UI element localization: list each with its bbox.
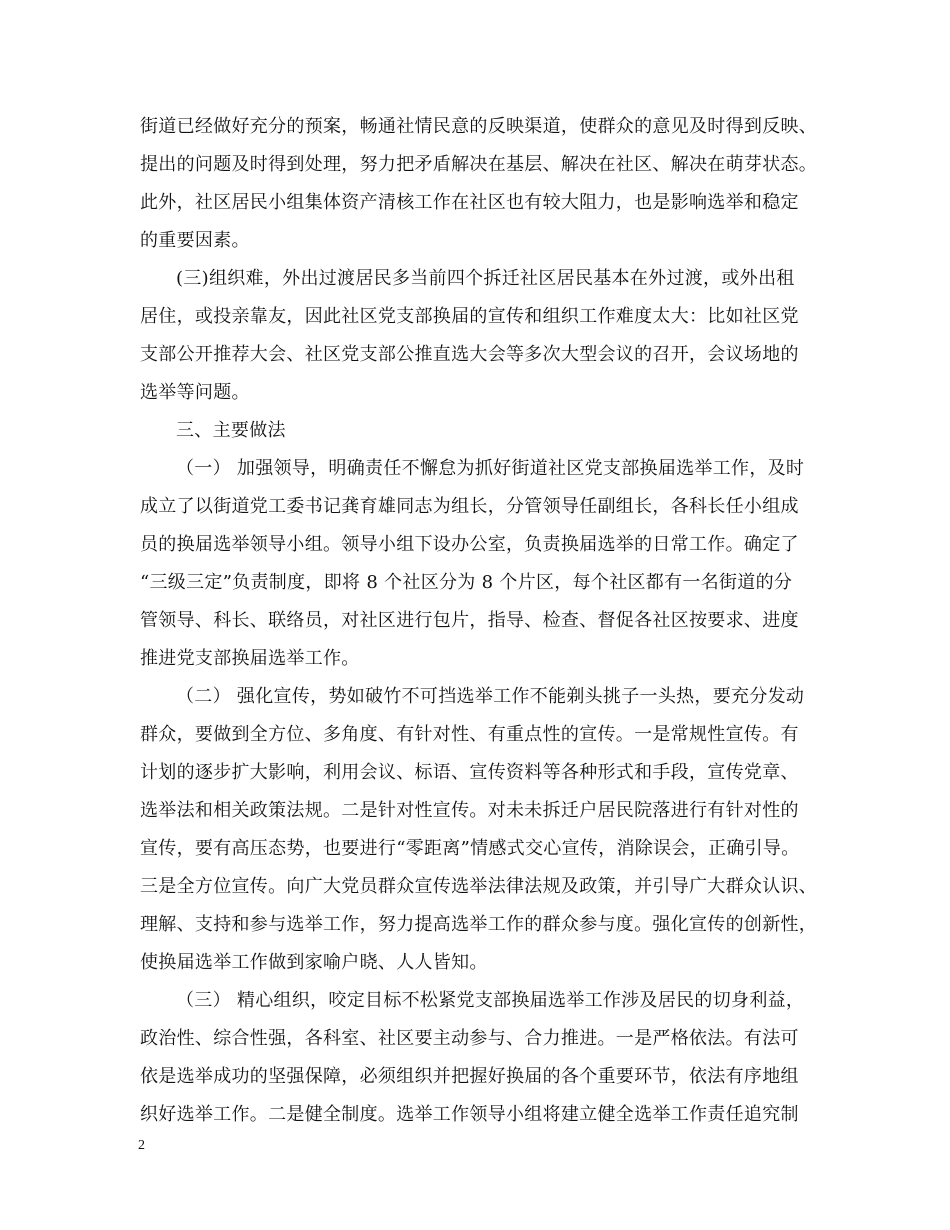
- text-line: “三级三定”负责制度，即将 8 个社区分为 8 个片区，每个社区都有一名街道的分: [140, 572, 793, 593]
- text-line: （一） 加强领导，明确责任不懈怠为抓好街道社区党支部换届选举工作，及时: [176, 458, 805, 479]
- text-line: 的重要因素。: [140, 230, 250, 251]
- text-line: 三是全方位宣传。向广大党员群众宣传选举法律法规及政策，并引导广大群众认识、: [140, 876, 818, 897]
- text-line: 依是选举成功的坚强保障，必须组织并把握好换届的各个重要环节，依法有序地组: [140, 1066, 799, 1087]
- text-line: 宣传，要有高压态势，也要进行“零距离”情感式交心宣传，消除误会，正确引导。: [140, 838, 800, 859]
- page-number: 2: [138, 1138, 145, 1153]
- text-line: （二） 强化宣传，势如破竹不可挡选举工作不能剃头挑子一头热，要充分发动: [176, 686, 805, 707]
- text-line: 此外，社区居民小组集体资产清核工作在社区也有较大阻力，也是影响选举和稳定: [140, 192, 799, 213]
- text-line: (三)组织难，外出过渡居民多当前四个拆迁社区居民基本在外过渡，或外出租: [176, 268, 795, 289]
- text-line: 支部公开推荐大会、社区党支部公推直选大会等多次大型会议的召开，会议场地的: [140, 344, 799, 365]
- text-line: 政治性、综合性强，各科室、社区要主动参与、合力推进。一是严格依法。有法可: [140, 1028, 799, 1049]
- text-line: 选举等问题。: [140, 382, 250, 403]
- text-line: 织好选举工作。二是健全制度。选举工作领导小组将建立健全选举工作责任追究制: [140, 1104, 799, 1125]
- text-line: 群众，要做到全方位、多角度、有针对性、有重点性的宣传。一是常规性宣传。有: [140, 724, 799, 745]
- text-line: （三） 精心组织，咬定目标不松紧党支部换届选举工作涉及居民的切身利益，: [176, 990, 805, 1011]
- text-line: 成立了以街道党工委书记龚育雄同志为组长，分管领导任副组长，各科长任小组成: [140, 496, 799, 517]
- text-line: 选举法和相关政策法规。二是针对性宣传。对未未拆迁户居民院落进行有针对性的: [140, 800, 799, 821]
- text-line: 街道已经做好充分的预案，畅通社情民意的反映渠道，使群众的意见及时得到反映、: [140, 116, 818, 137]
- text-line: 提出的问题及时得到处理，努力把矛盾解决在基层、解决在社区、解决在萌芽状态。: [140, 154, 818, 175]
- text-line: 居住，或投亲靠友，因此社区党支部换届的宣传和组织工作难度太大：比如社区党: [140, 306, 799, 327]
- text-line: 计划的逐步扩大影响，利用会议、标语、宣传资料等各种形式和手段，宣传党章、: [140, 762, 799, 783]
- section-heading: 三、主要做法: [176, 420, 286, 441]
- text-line: 使换届选举工作做到家喻户晓、人人皆知。: [140, 952, 488, 973]
- text-line: 员的换届选举领导小组。领导小组下设办公室，负责换届选举的日常工作。确定了: [140, 534, 799, 555]
- text-line: 理解、支持和参与选举工作，努力提高选举工作的群众参与度。强化宣传的创新性，: [140, 914, 818, 935]
- text-line: 推进党支部换届选举工作。: [140, 648, 360, 669]
- text-line: 管领导、科长、联络员，对社区进行包片，指导、检查、督促各社区按要求、进度: [140, 610, 799, 631]
